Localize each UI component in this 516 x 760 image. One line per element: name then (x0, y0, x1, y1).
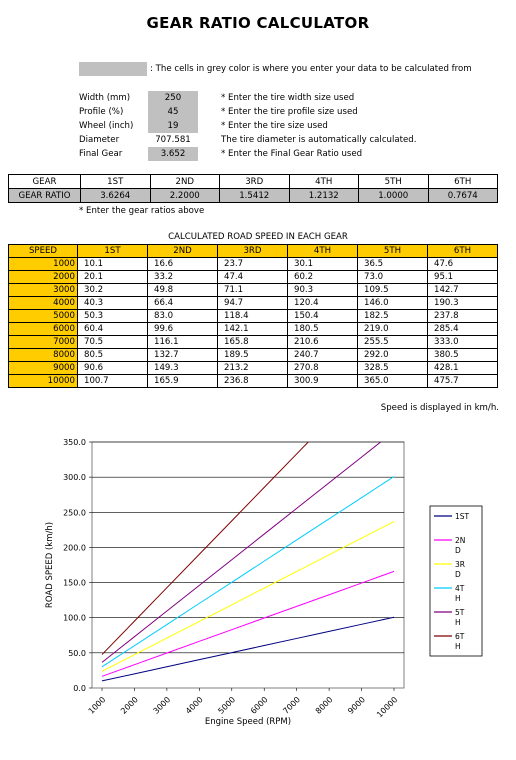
input-note: * Enter the tire width size used (221, 93, 355, 103)
speed-cell: 60.2 (288, 271, 358, 284)
header-cell: 3RD (218, 245, 288, 258)
x-tick-label: 10000 (375, 695, 400, 720)
speed-cell: 47.4 (218, 271, 288, 284)
speed-cell: 146.0 (358, 297, 428, 310)
rpm-cell: 6000 (9, 323, 78, 336)
speed-cell: 100.7 (78, 375, 148, 388)
legend-label: 5T (455, 608, 465, 617)
input-cell-legend-text: : The cells in grey color is where you enter your data to be calculated from (150, 64, 472, 74)
speed-cell: 236.8 (218, 375, 288, 388)
x-tick-label: 5000 (216, 695, 238, 716)
y-tick-label: 50.0 (68, 648, 86, 658)
speed-cell: 83.0 (148, 310, 218, 323)
speed-cell: 109.5 (358, 284, 428, 297)
table-row (9, 258, 498, 271)
table-row (9, 349, 498, 362)
speed-cell: 99.6 (148, 323, 218, 336)
speed-cell: 142.7 (428, 284, 498, 297)
speed-cell: 149.3 (148, 362, 218, 375)
speed-cell: 71.1 (218, 284, 288, 297)
speed-cell: 380.5 (428, 349, 498, 362)
x-tick-label: 6000 (248, 695, 270, 716)
header-cell: 5TH (359, 175, 429, 189)
legend-label: 6T (455, 632, 465, 641)
legend-label: D (455, 546, 461, 555)
speed-cell: 66.4 (148, 297, 218, 310)
header-cell: 6TH (428, 245, 498, 258)
speed-cell: 219.0 (358, 323, 428, 336)
gear-ratio-input-1st[interactable]: 3.6264 (81, 189, 151, 203)
speed-cell: 90.3 (288, 284, 358, 297)
gear-ratio-input-4th[interactable]: 1.2132 (289, 189, 359, 203)
table-row (9, 310, 498, 323)
header-cell: 1ST (81, 175, 151, 189)
table-row (9, 375, 498, 388)
header-cell: 2ND (148, 245, 218, 258)
speed-cell: 182.5 (358, 310, 428, 323)
speed-cell: 213.2 (218, 362, 288, 375)
legend-label: 2N (455, 536, 466, 545)
speed-table-header-row (9, 245, 498, 258)
legend-label: H (455, 642, 461, 651)
x-tick-label: 2000 (119, 695, 140, 716)
speed-cell: 47.6 (428, 258, 498, 271)
input-label: Wheel (inch) (79, 121, 134, 131)
rpm-cell: 1000 (9, 258, 78, 271)
y-tick-label: 150.0 (63, 578, 86, 588)
speed-cell: 40.3 (78, 297, 148, 310)
table-row (9, 271, 498, 284)
gear-ratio-table (8, 174, 498, 203)
width-input[interactable]: 250 (148, 91, 198, 105)
speed-cell: 328.5 (358, 362, 428, 375)
table-row (9, 284, 498, 297)
input-label: Profile (%) (79, 107, 124, 117)
speed-cell: 30.2 (78, 284, 148, 297)
header-cell: 6TH (428, 175, 498, 189)
gear-ratio-input-2nd[interactable]: 2.2000 (150, 189, 220, 203)
speed-cell: 165.8 (218, 336, 288, 349)
speed-cell: 60.4 (78, 323, 148, 336)
speed-cell: 33.2 (148, 271, 218, 284)
row-label: GEAR RATIO (9, 189, 81, 203)
speed-cell: 255.5 (358, 336, 428, 349)
header-cell: 3RD (220, 175, 290, 189)
legend-label: D (455, 570, 461, 579)
speed-cell: 116.1 (148, 336, 218, 349)
speed-cell: 10.1 (78, 258, 148, 271)
x-axis-label: Engine Speed (RPM) (204, 717, 292, 727)
final-gear-input[interactable]: 3.652 (148, 147, 198, 161)
input-note: * Enter the tire size used (221, 121, 328, 131)
speed-cell: 73.0 (358, 271, 428, 284)
rpm-cell: 7000 (9, 336, 78, 349)
speed-cell: 70.5 (78, 336, 148, 349)
speed-cell: 428.1 (428, 362, 498, 375)
x-tick-label: 1000 (86, 695, 108, 716)
input-label: Final Gear (79, 149, 123, 159)
plot-area (92, 442, 404, 688)
speed-cell: 90.6 (78, 362, 148, 375)
gear-ratio-input-5th[interactable]: 1.0000 (359, 189, 429, 203)
speed-cell: 285.4 (428, 323, 498, 336)
y-tick-label: 350.0 (63, 438, 86, 447)
input-label: Diameter (79, 135, 120, 145)
rpm-cell: 3000 (9, 284, 78, 297)
rpm-cell: 10000 (9, 375, 78, 388)
x-tick-label: 4000 (183, 695, 205, 716)
diameter-value: 707.581 (155, 135, 191, 145)
x-tick-label: 8000 (313, 695, 335, 716)
header-cell: 2ND (150, 175, 220, 189)
speed-cell: 237.8 (428, 310, 498, 323)
header-cell: 1ST (78, 245, 148, 258)
y-tick-label: 100.0 (63, 613, 86, 623)
speed-cell: 80.5 (78, 349, 148, 362)
speed-cell: 20.1 (78, 271, 148, 284)
rpm-cell: 8000 (9, 349, 78, 362)
speed-cell: 190.3 (428, 297, 498, 310)
legend-label: H (455, 618, 461, 627)
legend-label: 3R (455, 560, 465, 569)
legend-label: 1ST (455, 512, 470, 521)
speed-cell: 475.7 (428, 375, 498, 388)
speed-cell: 189.5 (218, 349, 288, 362)
speed-cell: 165.9 (148, 375, 218, 388)
table-row (9, 362, 498, 375)
speed-cell: 120.4 (288, 297, 358, 310)
y-tick-label: 250.0 (63, 508, 86, 518)
speed-cell: 142.1 (218, 323, 288, 336)
x-tick-label: 9000 (346, 695, 367, 716)
speed-cell: 210.6 (288, 336, 358, 349)
speed-unit-note: Speed is displayed in km/h. (380, 403, 499, 413)
speed-cell: 94.7 (218, 297, 288, 310)
rpm-cell: 9000 (9, 362, 78, 375)
wheel-input[interactable]: 19 (148, 119, 198, 133)
y-tick-label: 300.0 (63, 473, 86, 483)
rpm-cell: 5000 (9, 310, 78, 323)
gear-ratio-input-6th[interactable]: 0.7674 (428, 189, 498, 203)
profile-input[interactable]: 45 (148, 105, 198, 119)
speed-cell: 118.4 (218, 310, 288, 323)
legend-label: 4T (455, 584, 465, 593)
input-note: * Enter the tire profile size used (221, 107, 358, 117)
speed-cell: 270.8 (288, 362, 358, 375)
speed-cell: 333.0 (428, 336, 498, 349)
table-row (9, 336, 498, 349)
rpm-cell: 4000 (9, 297, 78, 310)
table-row (9, 323, 498, 336)
header-cell: 4TH (289, 175, 359, 189)
x-tick-label: 3000 (151, 695, 173, 716)
speed-cell: 95.1 (428, 271, 498, 284)
speed-cell: 150.4 (288, 310, 358, 323)
speed-cell: 23.7 (218, 258, 288, 271)
table-row (9, 297, 498, 310)
speed-cell: 50.3 (78, 310, 148, 323)
header-cell: 5TH (358, 245, 428, 258)
header-cell: SPEED (9, 245, 78, 258)
speed-cell: 300.9 (288, 375, 358, 388)
speed-cell: 30.1 (288, 258, 358, 271)
legend-label: H (455, 594, 461, 603)
gear-ratio-input-3rd[interactable]: 1.5412 (220, 189, 290, 203)
speed-cell: 292.0 (358, 349, 428, 362)
header-cell: 4TH (288, 245, 358, 258)
gear-ratio-row (9, 189, 498, 203)
x-tick-label: 7000 (281, 695, 303, 716)
input-cell-legend-swatch (79, 62, 147, 76)
road-speed-table (8, 244, 498, 388)
rpm-cell: 2000 (9, 271, 78, 284)
road-speed-chart (0, 430, 516, 760)
page-title: GEAR RATIO CALCULATOR (146, 14, 370, 32)
gear-ratio-note: * Enter the gear ratios above (79, 206, 205, 216)
speed-cell: 240.7 (288, 349, 358, 362)
speed-table-title: CALCULATED ROAD SPEED IN EACH GEAR (168, 232, 348, 242)
gear-ratio-header-row (9, 175, 498, 189)
speed-cell: 36.5 (358, 258, 428, 271)
y-tick-label: 200.0 (63, 543, 86, 553)
y-axis-label: ROAD SPEED (km/h) (45, 521, 55, 609)
speed-cell: 16.6 (148, 258, 218, 271)
speed-cell: 365.0 (358, 375, 428, 388)
y-tick-label: 0.0 (73, 684, 86, 693)
speed-cell: 49.8 (148, 284, 218, 297)
input-label: Width (mm) (79, 93, 131, 103)
speed-cell: 180.5 (288, 323, 358, 336)
header-cell: GEAR (9, 175, 81, 189)
input-note: The tire diameter is automatically calculated. (221, 135, 417, 145)
speed-cell: 132.7 (148, 349, 218, 362)
input-note: * Enter the Final Gear Ratio used (221, 149, 363, 159)
